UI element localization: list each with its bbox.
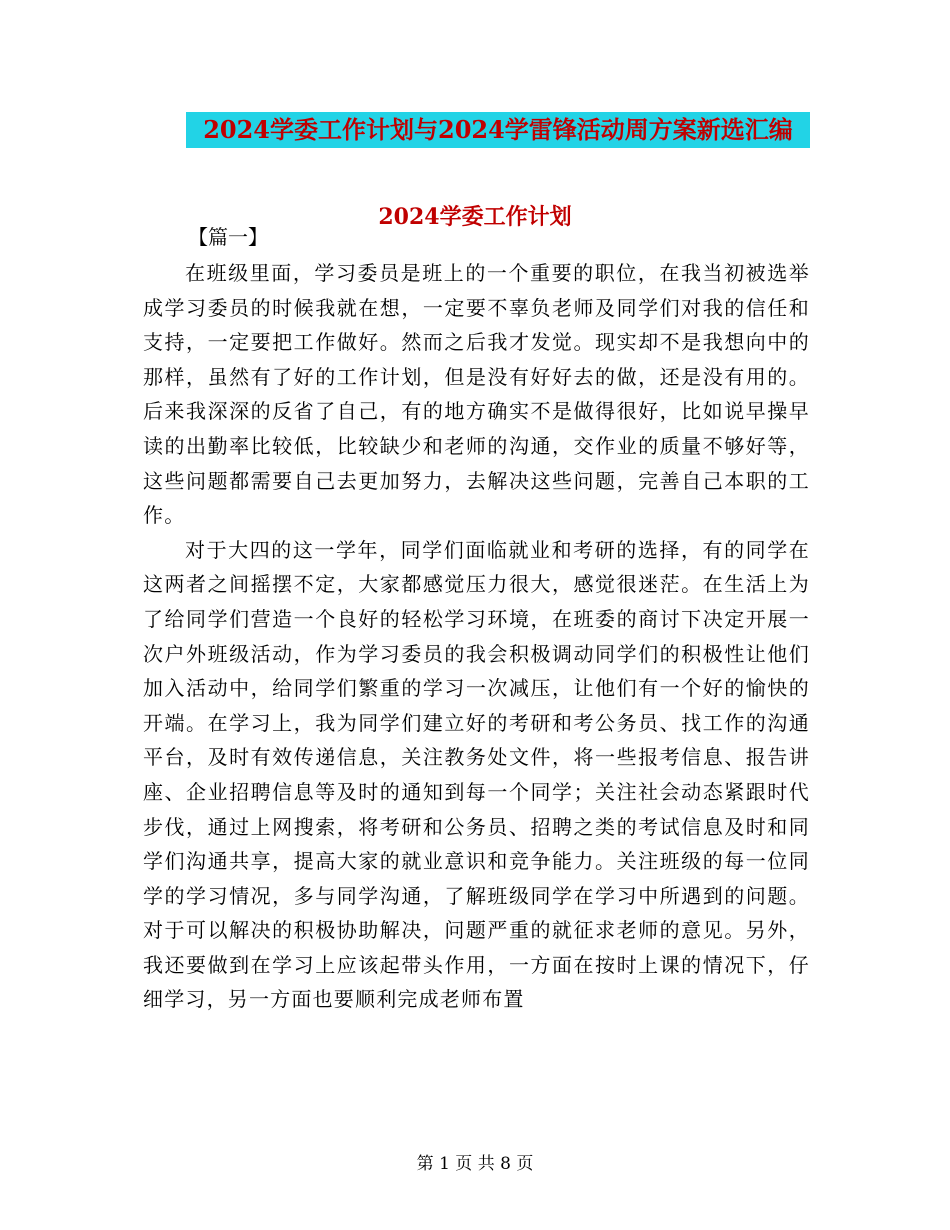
- body-paragraphs: [143, 256, 810, 1017]
- part-label: 【篇一】: [188, 225, 268, 249]
- paragraph-2: 对于大四的这一学年，同学们面临就业和考研的选择，有的同学在这两者之间摇摆不定，大家都感觉压力很大，感觉很迷茫。在生活上为了给同学们营造一个良好的轻松学习环境，在班委的商讨下决定开展一次户外班级活动，作为学习委员的我会积极调动同学们的积极性让他们加入活动中，给同学们繁重的学习一次减压，让他们有一个好的愉快的开端。在学习上，我为同学们建立好的考研和考公务员、找工作的沟通平台，及时有效传递信息，关注教务处文件，将一些报考信息、报告讲座、企业招聘信息等及时的通知到每一个同学；关注社会动态紧跟时代步伐，通过上网搜索，将考研和公务员、招聘之类的考试信息及时和同学们沟通共享，提高大家的就业意识和竞争能力。关注班级的每一位同学的学习情况，多与同学沟通，了解班级同学在学习中所遇到的问题。对于可以解决的积极协助解决，问题严重的就征求老师的意见。另外，我还要做到在学习上应该起带头作用，一方面在按时上课的情况下，仔细学习，另一方面也要顺利完成老师布置: [143, 537, 810, 1012]
- paragraph-1: 在班级里面，学习委员是班上的一个重要的职位，在我当初被选举成学习委员的时候我就在想，一定要不辜负老师及同学们对我的信任和支持，一定要把工作做好。然而之后我才发觉。现实却不是我想向中的那样，虽然有了好的工作计划，但是没有好好去的做，还是没有用的。后来我深深的反省了自己，有的地方确实不是做得很好，比如说早操早读的出勤率比较低，比较缺少和老师的沟通，交作业的质量不够好等，这些问题都需要自己去更加努力，去解决这些问题，完善自己本职的工作。: [143, 261, 810, 528]
- section-title: 2024学委工作计划: [378, 204, 572, 230]
- page-footer: 第 1 页 共 8 页: [416, 1154, 534, 1174]
- document-title: 2024学委工作计划与2024学雷锋活动周方案新选汇编: [186, 112, 810, 148]
